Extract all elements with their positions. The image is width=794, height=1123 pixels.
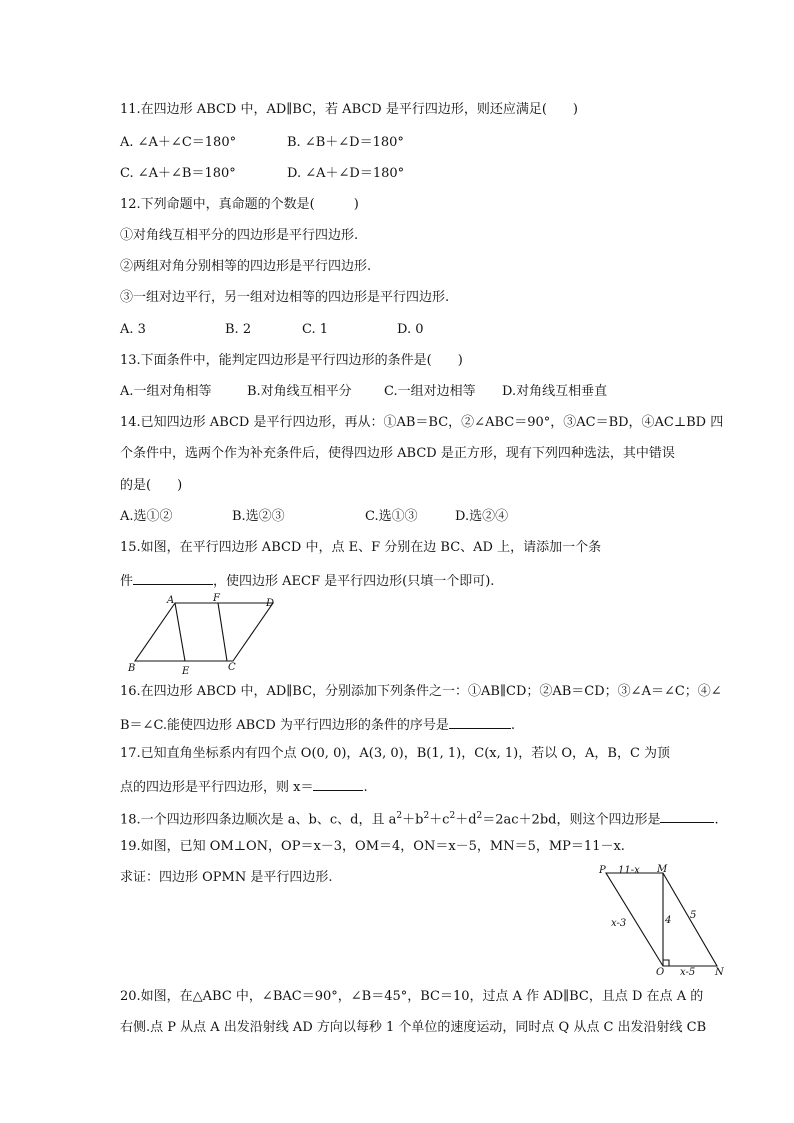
q12-statement-2: ②两组对角分别相等的四边形是平行四边形. xyxy=(120,259,372,274)
q18-text-end: ＝2ac＋2bd，则这个四边形是 xyxy=(482,812,661,828)
q12-option-c: C. 1 xyxy=(302,322,329,337)
q18-text-start: 18.一个四边形四条边顺次是 a、b、c、d，且 a xyxy=(120,812,397,828)
q11-stem: 11.在四边形 ABCD 中，AD∥BC，若 ABCD 是平行四边形，则还应满足( ) xyxy=(120,102,579,117)
parallelogram-abcd xyxy=(135,603,273,661)
q13-option-b: B.对角线互相平分 xyxy=(247,384,352,399)
q12-option-a: A. 3 xyxy=(120,322,146,337)
q15-line-1: 15.如图，在平行四边形 ABCD 中，点 E、F 分别在边 BC、AD 上，请添加一个条 xyxy=(120,540,602,555)
q19-quadrilateral-figure xyxy=(590,860,730,980)
q13-option-a: A.一组对角相等 xyxy=(120,384,212,399)
q18-text-d: ＋d xyxy=(455,812,477,828)
q20-line-1: 20.如图，在△ABC 中，∠BAC＝90°，∠B＝45°，BC＝10，过点 A 作 AD∥BC，且点 D 在点 A 的 xyxy=(120,989,704,1004)
q11-option-c: C. ∠A＋∠B＝180° xyxy=(120,166,236,181)
q14-option-c: C.选①③ xyxy=(365,509,418,524)
q15-answer-blank[interactable] xyxy=(133,570,213,585)
q16-line-2-text: B＝∠C.能使四边形 ABCD 为平行四边形的条件的序号是 xyxy=(120,718,449,733)
q12-option-d: D. 0 xyxy=(397,322,424,337)
q19-line-2: 求证：四边形 OPMN 是平行四边形. xyxy=(120,870,333,885)
q16-answer-blank[interactable] xyxy=(449,714,511,729)
q17-end: . xyxy=(363,780,368,795)
q18-answer-blank[interactable] xyxy=(660,808,714,823)
q17-line-2-text: 点的四边形是平行四边形，则 x＝ xyxy=(120,780,314,795)
q18-sup-3: 2 xyxy=(449,811,456,821)
q17-line-2 xyxy=(120,776,368,797)
label-a: A xyxy=(167,595,175,606)
q20-line-2: 右侧.点 P 从点 A 出发沿射线 AD 方向以每秒 1 个单位的速度运动，同时点 Q 从点 C 出发沿射线 CB xyxy=(120,1020,707,1035)
label-f: F xyxy=(213,593,220,604)
segment-ae xyxy=(175,603,185,661)
q14-line-3: 的是( ) xyxy=(120,478,183,493)
q15-line-2-end: ，使四边形 AECF 是平行四边形(只填一个即可). xyxy=(213,574,495,589)
q15-parallelogram-figure xyxy=(124,592,284,678)
q16-line-2 xyxy=(120,714,515,735)
q14-option-b: B.选②③ xyxy=(232,509,285,524)
q14-line-1: 14.已知四边形 ABCD 是平行四边形，再从：①AB＝BC，②∠ABC＝90°，③AC＝BD，④AC⊥BD 四 xyxy=(120,415,724,430)
label-n: N xyxy=(715,967,724,978)
q18-text-c: ＋c xyxy=(429,812,450,828)
label-x-minus-5: x-5 xyxy=(680,967,696,978)
label-4: 4 xyxy=(665,915,672,926)
label-11-minus-x: 11-x xyxy=(618,865,640,876)
label-p: P xyxy=(599,865,606,876)
q15-line-2-start: 件 xyxy=(120,574,134,589)
q18-text-b: ＋b xyxy=(402,812,424,828)
q14-option-a: A.选①② xyxy=(120,509,173,524)
q18-line xyxy=(120,807,719,829)
q18-sup-2: 2 xyxy=(423,811,430,821)
label-5: 5 xyxy=(690,910,697,921)
q19-line-1: 19.如图，已知 OM⊥ON，OP＝x－3，OM＝4，ON＝x－5，MN＝5，MP＝11－x. xyxy=(120,839,625,854)
q18-sup-1: 2 xyxy=(396,811,403,821)
label-e: E xyxy=(182,666,190,677)
label-d: D xyxy=(266,598,275,609)
label-m: M xyxy=(657,864,668,875)
q11-option-d: D. ∠A＋∠D＝180° xyxy=(287,166,405,181)
q13-stem: 13.下面条件中，能判定四边形是平行四边形的条件是( ) xyxy=(120,353,463,368)
label-b: B xyxy=(128,663,136,674)
right-angle-mark xyxy=(663,960,669,966)
label-c: C xyxy=(228,662,236,673)
q18-sup-4: 2 xyxy=(476,811,483,821)
q14-option-d: D.选②④ xyxy=(455,509,509,524)
q11-option-b: B. ∠B＋∠D＝180° xyxy=(287,135,404,150)
q18-end: . xyxy=(714,812,719,828)
q15-line-2 xyxy=(120,570,494,591)
q17-answer-blank[interactable] xyxy=(313,776,363,791)
q13-option-d: D.对角线互相垂直 xyxy=(502,384,608,399)
q17-line-1: 17.已知直角坐标系内有四个点 O(0, 0)，A(3, 0)，B(1, 1)，C(x, 1)，若以 O，A，B，C 为顶 xyxy=(120,746,671,761)
q13-option-c: C.一组对边相等 xyxy=(384,384,476,399)
q11-option-a: A. ∠A＋∠C＝180° xyxy=(120,135,237,150)
label-o: O xyxy=(656,967,665,978)
q16-line-1: 16.在四边形 ABCD 中，AD∥BC，分别添加下列条件之一：①AB∥CD；②AB＝CD；③∠A＝∠C；④∠ xyxy=(120,684,722,699)
q12-option-b: B. 2 xyxy=(225,322,252,337)
segment-fc xyxy=(218,603,227,661)
q16-end: . xyxy=(510,718,516,733)
q12-statement-3: ③一组对边平行，另一组对边相等的四边形是平行四边形. xyxy=(120,290,450,305)
q14-line-2: 个条件中，选两个作为补充条件后，使得四边形 ABCD 是正方形，现有下列四种选法，其中错误 xyxy=(120,446,675,461)
label-x-minus-3: x-3 xyxy=(611,918,627,929)
q12-stem: 12.下列命题中，真命题的个数是( ) xyxy=(120,197,359,212)
q12-statement-1: ①对角线互相平分的四边形是平行四边形. xyxy=(120,228,359,243)
